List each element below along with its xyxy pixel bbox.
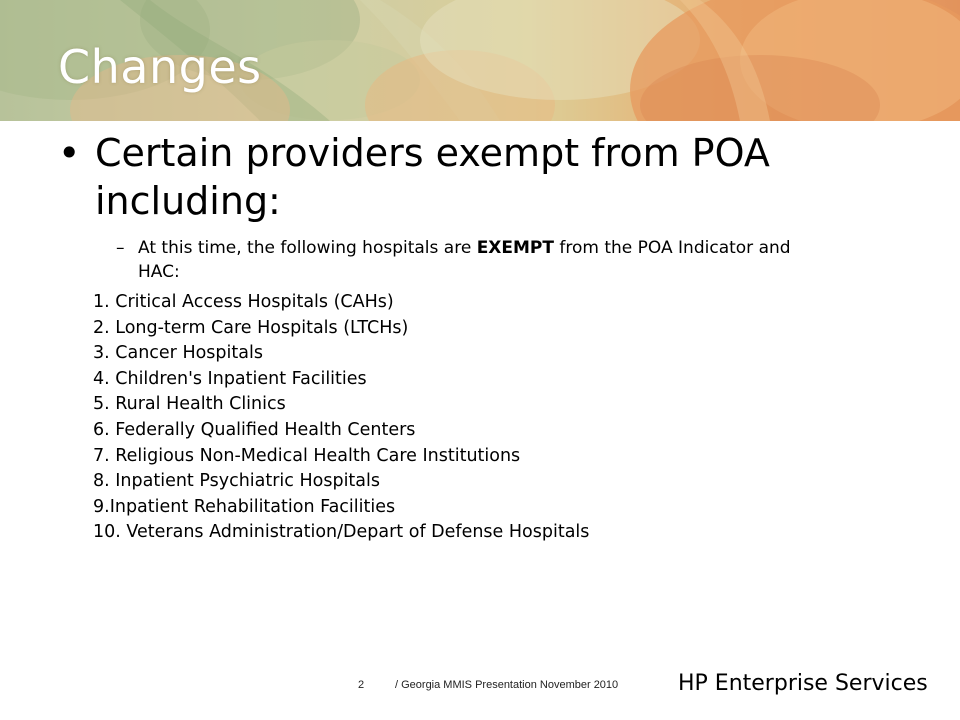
sub-bullet-emphasis: EXEMPT [476, 238, 554, 258]
bullet-symbol: • [58, 131, 81, 175]
list-item: 2. Long-term Care Hospitals (LTCHs) [93, 317, 409, 338]
slide-title: Changes [58, 40, 262, 94]
footer-presentation-name: / Georgia MMIS Presentation November 2010 [395, 679, 619, 691]
list-item: 1. Critical Access Hospitals (CAHs) [93, 292, 394, 312]
list-item: 6. Federally Qualified Health Centers [93, 419, 416, 440]
slide-number: 2 [358, 679, 365, 691]
list-item: 7. Religious Non-Medical Health Care Institutions [93, 445, 521, 466]
list-item: 10. Veterans Administration/Depart of Defense Hospitals [93, 522, 590, 543]
sub-bullet-text-after: from the POA Indicator and HAC: [138, 238, 791, 282]
main-bullet [58, 129, 918, 225]
sub-bullet-text [138, 236, 816, 284]
list-item: 5. Rural Health Clinics [93, 394, 286, 415]
footer-brand: HP Enterprise Services [678, 671, 928, 696]
sub-bullet [116, 236, 816, 284]
list-item: 4. Children's Inpatient Facilities [93, 368, 367, 389]
exempt-hospitals-list [93, 290, 913, 546]
list-item: 8. Inpatient Psychiatric Hospitals [93, 471, 380, 492]
sub-bullet-text-before: At this time, the following hospitals are [138, 238, 477, 258]
header-banner [0, 0, 960, 121]
list-item: 3. Cancer Hospitals [93, 343, 263, 364]
main-bullet-text: Certain providers exempt from POA including: [95, 131, 770, 223]
list-item: 9.Inpatient Rehabilitation Facilities [93, 496, 396, 517]
sub-bullet-dash: – [116, 238, 125, 258]
